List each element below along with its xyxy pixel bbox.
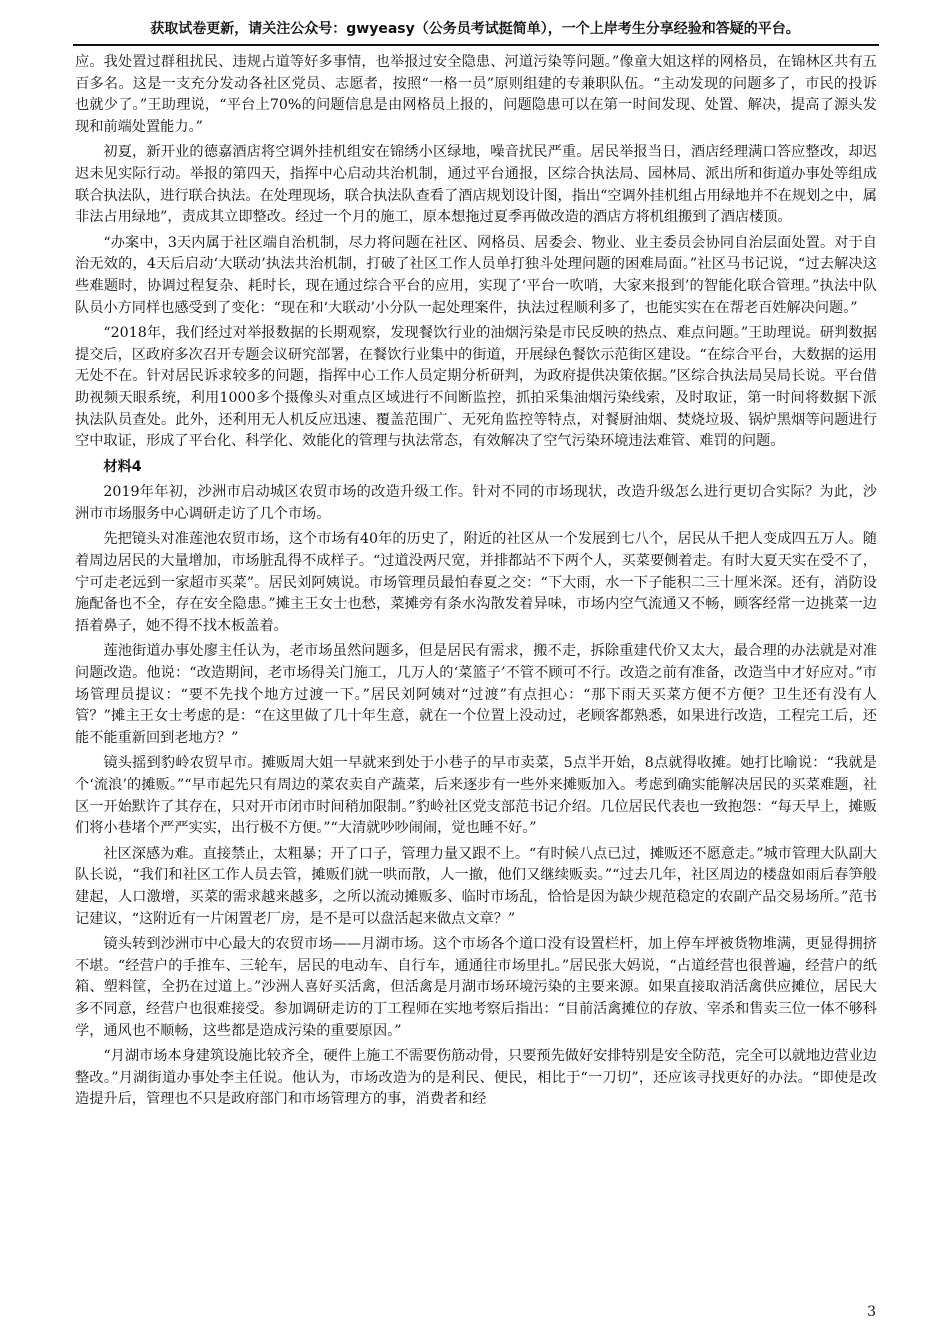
- page-number: 3: [867, 1304, 876, 1320]
- paragraph-5: 2019年年初，沙洲市启动城区农贸市场的改造升级工作。针对不同的市场现状，改造升级怎么进行更切合实际？为此，沙洲市市场服务中心调研走访了几个市场。: [75, 484, 877, 522]
- header-notice: 获取试卷更新，请关注公众号：gwyeasy（公务员考试挺简单），一个上岸考生分享经验和答疑的平台。: [150, 21, 800, 37]
- document-body: [75, 52, 877, 1115]
- paragraph-7: 莲池街道办事处廖主任认为，老市场虽然问题多，但是居民有需求，搬不走，拆除重建代价又太大，最合理的办法就是对准问题改造。他说：“改造期间，老市场得关门施工，几万人的‘菜篮子’不管不顾可不行。改造之前有准备，改造当中才好应对。”市场管理员提议：“要不先找个地方过渡一下。”居民刘阿姨对“过渡”有点担心：“那下雨天买菜方便不方便？卫生还有没有人管？”摊主王女士考虑的是：“在这里做了几十年生意，就在一个位置上没动过，老顾客都熟悉，如果进行改造，工程完工后，还能不能重新回到老地方？”: [75, 643, 877, 746]
- paragraph-4: “2018年，我们经过对举报数据的长期观察，发现餐饮行业的油烟污染是市民反映的热点、难点问题。”王助理说。研判数据提交后，区政府多次召开专题会议研究部署，在餐饮行业集中的街道，开展绿色餐饮示范街区建设。“在综合平台，大数据的运用无处不在。针对居民诉求较多的问题，指挥中心工作人员定期分析研判，为政府提供决策依据。”区综合执法局吴局长说。平台借助视频天眼系统，利用1000多个摄像头对重点区域进行不间断监控，抓拍采集油烟污染线索，及时取证，第一时间将数据下派执法队员查处。此外，还利用无人机反应迅速、覆盖范围广、无死角监控等特点，对餐厨油烟、焚烧垃圾、锅炉黑烟等问题进行空中取证，形成了平台化、科学化、效能化的管理与执法常态，有效解决了空气污染环境违法难管、难罚的问题。: [75, 325, 877, 450]
- paragraph-8: 镜头摇到豹岭农贸早市。摊贩周大姐一早就来到处于小巷子的早市卖菜，5点半开始，8点就得收摊。她打比喻说：“我就是个‘流浪’的摊贩。”“早市起先只有周边的菜农卖自产蔬菜，后来逐步有一些外来摊贩加入。考虑到确实能解决居民的买菜难题，社区一开始默许了其存在，只对开市闭市时间稍加限制。”豹岭社区党支部范书记介绍。几位居民代表也一致抱怨：“每天早上，摊贩们将小巷堵个严严实实，出行极不方便。”“大清就吵吵闹闹，觉也睡不好。”: [75, 755, 877, 837]
- section-title: 材料4: [103, 458, 142, 475]
- paragraph-1: 应。我处置过群租扰民、违规占道等好多事情，也举报过安全隐患、河道污染等问题。”像童大姐这样的网格员，在锦林区共有五百多名。这是一支充分发动各社区党员、志愿者，按照“一格一员”原则组建的专兼职队伍。“主动发现的问题多了，市民的投诉也就少了。”王助理说，“平台上70%的问题信息是由网格员上报的，问题隐患可以在第一时间发现、处置、解决，提高了源头发现和前端处置能力。”: [75, 54, 877, 135]
- header-divider: [73, 44, 879, 46]
- paragraph-6: 先把镜头对准莲池农贸市场，这个市场有40年的历史了，附近的社区从一个发展到七八个，居民从千把人变成四五万人。随着周边居民的大量增加，市场脏乱得不成样子。“过道没两尺宽，并排都站不下两个人，买菜要侧着走。有时大夏天实在受不了，宁可走老远到一家超市买菜”。居民刘阿姨说。市场管理员最怕春夏之交：“下大雨，水一下子能积二三十厘米深。还有，消防设施配备也不全，存在安全隐患。”摊主王女士也愁，菜摊旁有条水沟散发着异味，市场内空气流通又不畅，顾客经常一边挑菜一边捂着鼻子，她不得不找木板盖着。: [75, 531, 877, 634]
- paragraph-9: 社区深感为难。直接禁止，太粗暴；开了口子，管理力量又跟不上。“有时候八点已过，摊贩还不愿意走。”城市管理大队副大队长说，“我们和社区工作人员去管，摊贩们就一哄而散，人一撤，他们又继续贩卖。”“过去几年，社区周边的楼盘如雨后春笋般建起，人口激增，买菜的需求越来越多，之所以流动摊贩多、临时市场乱，恰恰是因为缺少规范稳定的农副产品交易场所。”范书记建议，“这附近有一片闲置老厂房，是不是可以盘活起来做点文章？”: [75, 845, 877, 927]
- paragraph-2: 初夏，新开业的德嘉酒店将空调外挂机组安在锦绣小区绿地，噪音扰民严重。居民举报当日，酒店经理满口答应整改，却迟迟未见实际行动。举报的第四天，指挥中心启动共治机制，通过平台通报，区综合执法局、园林局、派出所和街道办事处等组成联合执法队，进行联合执法。在处理现场，联合执法队查看了酒店规划设计图，指出“空调外挂机组占用绿地并不在规划之中，属非法占用绿地”，责成其立即整改。经过一个月的施工，原本想拖过夏季再做改造的酒店方将机组搬到了酒店楼顶。: [75, 144, 877, 226]
- paragraph-11: “月湖市场本身建筑设施比较齐全，硬件上施工不需要伤筋动骨，只要预先做好安排特别是安全防范，完全可以就地边营业边整改。”月湖街道办事处李主任说。他认为，市场改造为的是利民、便民，相比于“一刀切”，还应该寻找更好的办法。“即使是改造提升后，管理也不只是政府部门和市场管理方的事，消费者和经: [75, 1048, 877, 1108]
- paragraph-10: 镜头转到沙洲市中心最大的农贸市场——月湖市场。这个市场各个道口没有设置栏杆，加上停车坪被货物堆满，更显得拥挤不堪。“经营户的手推车、三轮车，居民的电动车、自行车，通通往市场里扎。”居民张大妈说，“占道经营也很普遍，经营户的纸箱、塑料筐，全扔在过道上。”沙洲人喜好买活禽，但活禽是月湖市场环境污染的主要来源。如果直接取消活禽供应摊位，居民大多不同意，经营户也很难接受。参加调研走访的丁工程师在实地考察后指出：“目前活禽摊位的存放、宰杀和售卖三位一体不够科学，通风也不顺畅，这些都是造成污染的重要原因。”: [75, 936, 877, 1039]
- paragraph-3: “办案中，3天内属于社区端自治机制，尽力将问题在社区、网格员、居委会、物业、业主委员会协同自治层面处置。对于自治无效的，4天后启动‘大联动’执法共治机制，打破了社区工作人员单打独斗处理问题的困难局面。”社区马书记说，“过去解决这些难题时，协调过程复杂、耗时长，现在通过综合平台的应用，实现了‘平台一吹哨，大家来报到’的智能化联合管理。”执法中队队员小方同样也感受到了变化：“现在和‘大联动’小分队一起处理案件，执法过程顺利多了，也能实实在在帮老百姓解决问题。”: [75, 234, 877, 316]
